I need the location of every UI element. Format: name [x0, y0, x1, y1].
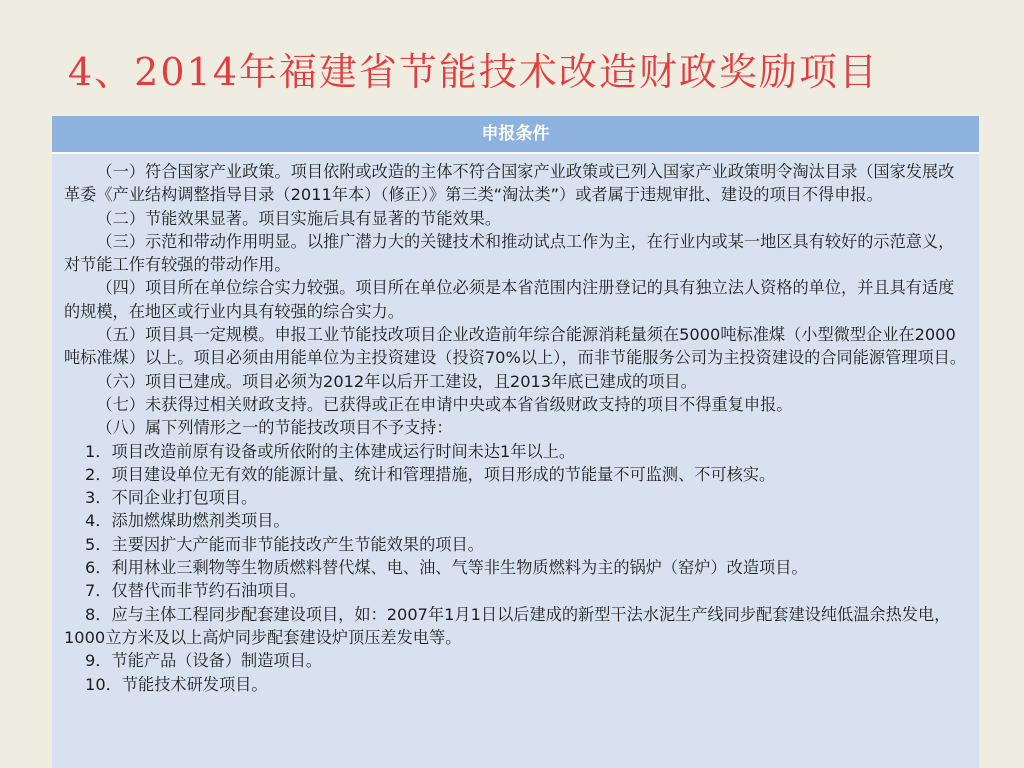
exclusion-item-1: 1．项目改造前原有设备或所依附的主体建成运行时间未达1年以上。 — [85, 441, 576, 461]
exclusion-item-10: 10．节能技术研发项目。 — [85, 674, 268, 694]
exclusion-item-4: 4．添加燃煤助燃剂类项目。 — [85, 511, 290, 531]
condition-paragraph-1: （一）符合国家产业政策。项目依附或改造的主体不符合国家产业政策或已列入国家产业政策明令淘汰目录（国家发展改革委《产业结构调整指导目录（2011年本）（修正）》第三类“淘汰类”）或者属于违规审批、建设的项目不得申报。 — [64, 162, 955, 205]
condition-paragraph-5: （五）项目具一定规模。申报工业节能技改项目企业改造前年综合能源消耗量须在5000吨标准煤（小型微型企业在2000吨标准煤）以上。项目必须由用能单位为主投资建设（投资70%以上），而非节能服务公司为主投资建设的合同能源管理项目。 — [64, 325, 967, 368]
exclusion-item-2: 2．项目建设单位无有效的能源计量、统计和管理措施，项目形成的节能量不可监测、不可核实。 — [85, 464, 776, 484]
exclusion-item-3: 3．不同企业打包项目。 — [85, 488, 258, 508]
condition-paragraph-4: （四）项目所在单位综合实力较强。项目所在单位必须是本省范围内注册登记的具有独立法人资格的单位，并且具有适度的规模，在地区或行业内具有较强的综合实力。 — [64, 278, 955, 321]
exclusion-item-5: 5．主要因扩大产能而非节能技改产生节能效果的项目。 — [85, 534, 484, 554]
condition-paragraph-7: （七）未获得过相关财政支持。已获得或正在申请中央或本省省级财政支持的项目不得重复申报。 — [96, 394, 793, 414]
condition-paragraph-8: （八）属下列情形之一的节能技改项目不予支持： — [96, 418, 453, 438]
condition-paragraph-2: （二）节能效果显著。项目实施后具有显著的节能效果。 — [96, 208, 502, 228]
table-body — [52, 154, 979, 696]
conditions-table — [52, 116, 979, 768]
exclusion-item-6: 6．利用林业三剩物等生物质燃料替代煤、电、油、气等非生物质燃料为主的锅炉（窑炉）改造项目。 — [85, 558, 808, 578]
exclusion-item-7: 7．仅替代而非节约石油项目。 — [85, 581, 306, 601]
exclusion-item-8: 8．应与主体工程同步配套建设项目，如：2007年1月1日以后建成的新型干法水泥生产线同步配套建设纯低温余热发电，1000立方米及以上高炉同步配套建设炉顶压差发电等。 — [64, 604, 951, 647]
condition-paragraph-3: （三）示范和带动作用明显。以推广潜力大的关键技术和推动试点工作为主，在行业内或某一地区具有较好的示范意义，对节能工作有较强的带动作用。 — [64, 231, 955, 275]
exclusion-item-9: 9．节能产品（设备）制造项目。 — [85, 651, 322, 671]
slide-title: 4、2014年福建省节能技术改造财政奖励项目 — [68, 50, 879, 94]
condition-paragraph-6: （六）项目已建成。项目必须为2012年以后开工建设，且2013年底已建成的项目。 — [96, 371, 697, 391]
table-header: 申报条件 — [52, 116, 979, 154]
